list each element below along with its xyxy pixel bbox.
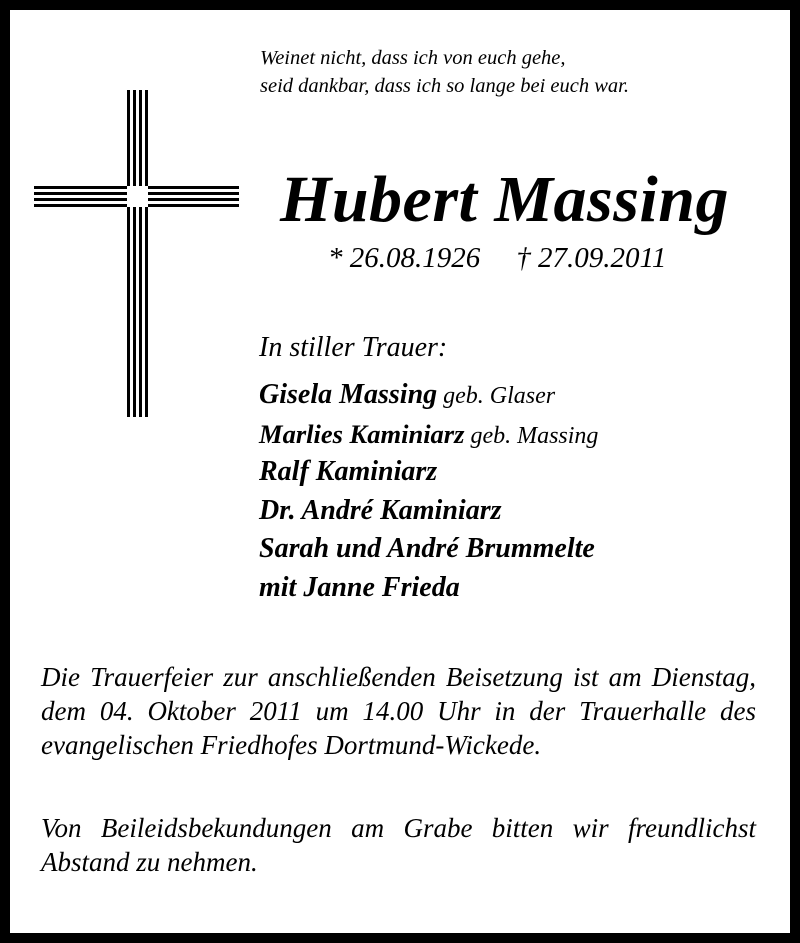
family-member-suffix: geb. Massing	[464, 422, 599, 449]
family-member-name: Ralf Kaminiarz	[259, 456, 438, 487]
family-member	[259, 530, 598, 569]
family-member	[259, 492, 598, 531]
memorial-motto	[260, 44, 629, 100]
funeral-notice: Die Trauerfeier zur anschließenden Beisetzung ist am Dienstag, dem 04. Oktober 2011 um 14.00 Uhr in der Trauerhalle des evangelischen Friedhofes Dortmund-Wickede.	[41, 662, 756, 760]
death-date: † 27.09.2011	[516, 242, 667, 274]
birth-date: * 26.08.1926	[328, 242, 481, 274]
family-member	[259, 376, 598, 415]
deceased-name: Hubert Massing	[280, 163, 729, 236]
family-member	[259, 453, 598, 492]
family-member-name: mit Janne Frieda	[259, 571, 460, 603]
family-member	[259, 569, 598, 608]
family-member	[259, 415, 598, 454]
family-member-name: Dr. André Kaminiarz	[259, 494, 502, 526]
family-member-name: Marlies Kaminiarz	[259, 418, 465, 449]
family-member-name: Gisela Massing	[259, 379, 438, 410]
life-dates	[328, 240, 666, 276]
condolence-note: Von Beileidsbekundungen am Grabe bitten wir freundlichst Abstand zu nehmen.	[41, 813, 756, 877]
motto-line-1: Weinet nicht, dass ich von euch gehe,	[260, 47, 566, 69]
mourning-label: In stiller Trauer:	[259, 332, 448, 363]
family-member-suffix: geb. Glaser	[437, 383, 556, 409]
family-member-name: Sarah und André Brummelte	[259, 533, 595, 564]
family-list	[259, 376, 598, 607]
motto-line-2: seid dankbar, dass ich so lange bei euch war.	[260, 75, 629, 97]
